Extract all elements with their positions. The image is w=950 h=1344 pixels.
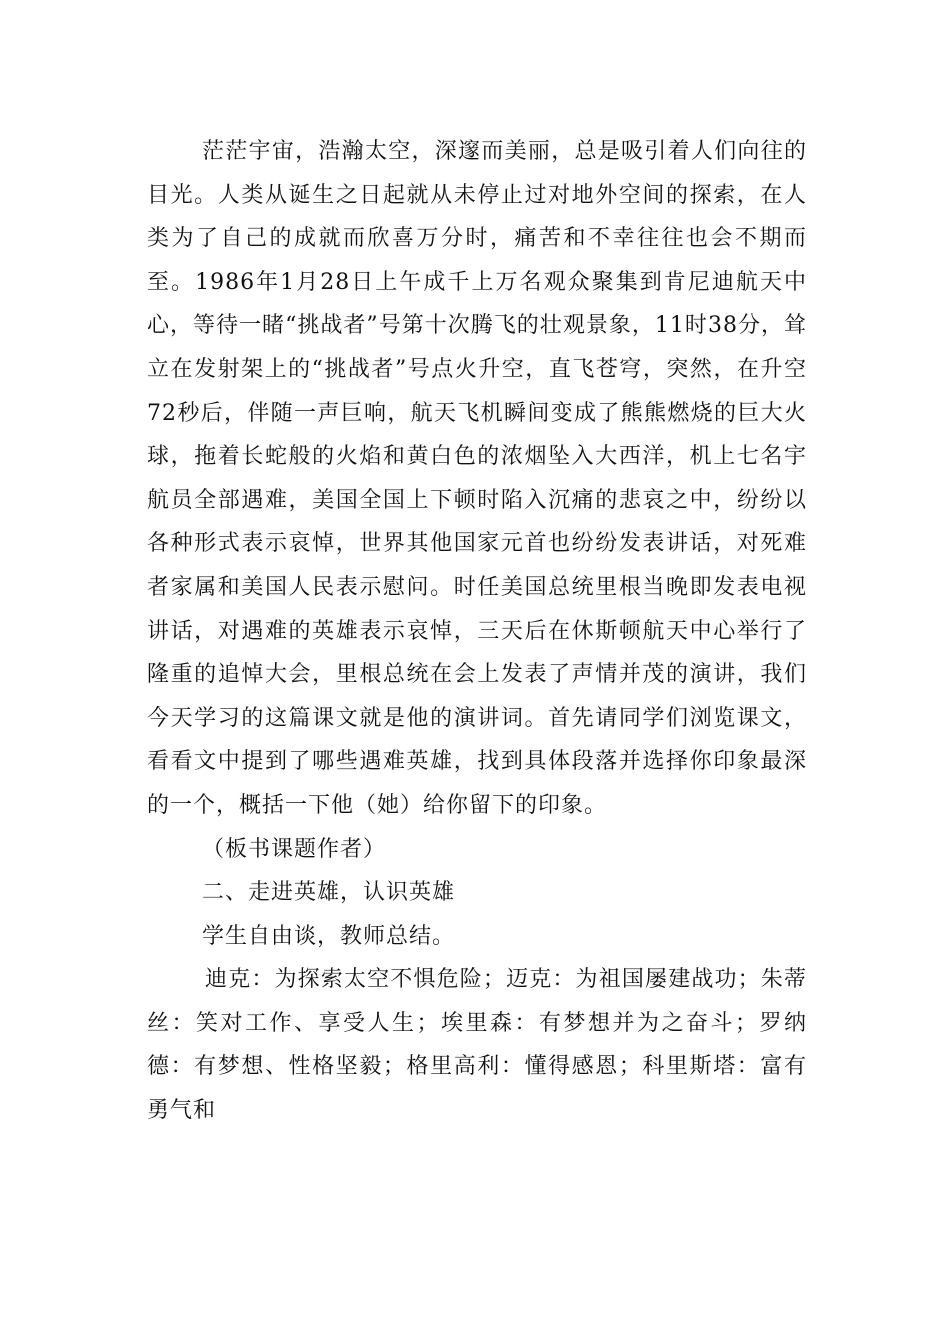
paragraph-discussion: 学生自由谈，教师总结。 xyxy=(202,923,456,949)
paragraph-heroes: 迪克：为探索太空不惧危险；迈克：为祖国屡建战功；朱蒂丝：笑对工作、享受人生；埃里森：有梦想并为之奋斗；罗纳德：有梦想、性格坚毅；格里高利：懂得感恩；科里斯塔：富有勇气和 xyxy=(147,967,807,1124)
section-heading: 二、走进英雄，认识英雄 xyxy=(202,880,456,906)
paragraph-board-note: （板书课题作者） xyxy=(202,836,387,862)
document-body xyxy=(147,130,807,1133)
paragraph-intro: 茫茫宇宙，浩瀚太空，深邃而美丽，总是吸引着人们向往的目光。人类从诞生之日起就从未停止过对地外空间的探索，在人类为了自己的成就而欣喜万分时，痛苦和不幸往往也会不期而至。1986年1月28日上午成千上万名观众聚集到肯尼迪航天中心，等待一睹“挑战者”号第十次腾飞的壮观景象，11时38分，耸立在发射架上的“挑战者”号点火升空，直飞苍穹，突然，在升空72秒后，伴随一声巨响，航天飞机瞬间变成了熊熊燃烧的巨大火球，拖着长蛇般的火焰和黄白色的浓烟坠入大西洋，机上七名宇航员全部遇难，美国全国上下顿时陷入沉痛的悲哀之中，纷纷以各种形式表示哀悼，世界其他国家元首也纷纷发表讲话，对死难者家属和美国人民表示慰问。时任美国总统里根当晚即发表电视讲话，对遇难的英雄表示哀悼，三天后在休斯顿航天中心举行了隆重的追悼大会，里根总统在会上发表了声情并茂的演讲，我们今天学习的这篇课文就是他的演讲词。首先请同学们浏览课文，看看文中提到了哪些遇难英雄，找到具体段落并选择你印象最深的一个，概括一下他（她）给你留下的印象。 xyxy=(147,139,807,818)
